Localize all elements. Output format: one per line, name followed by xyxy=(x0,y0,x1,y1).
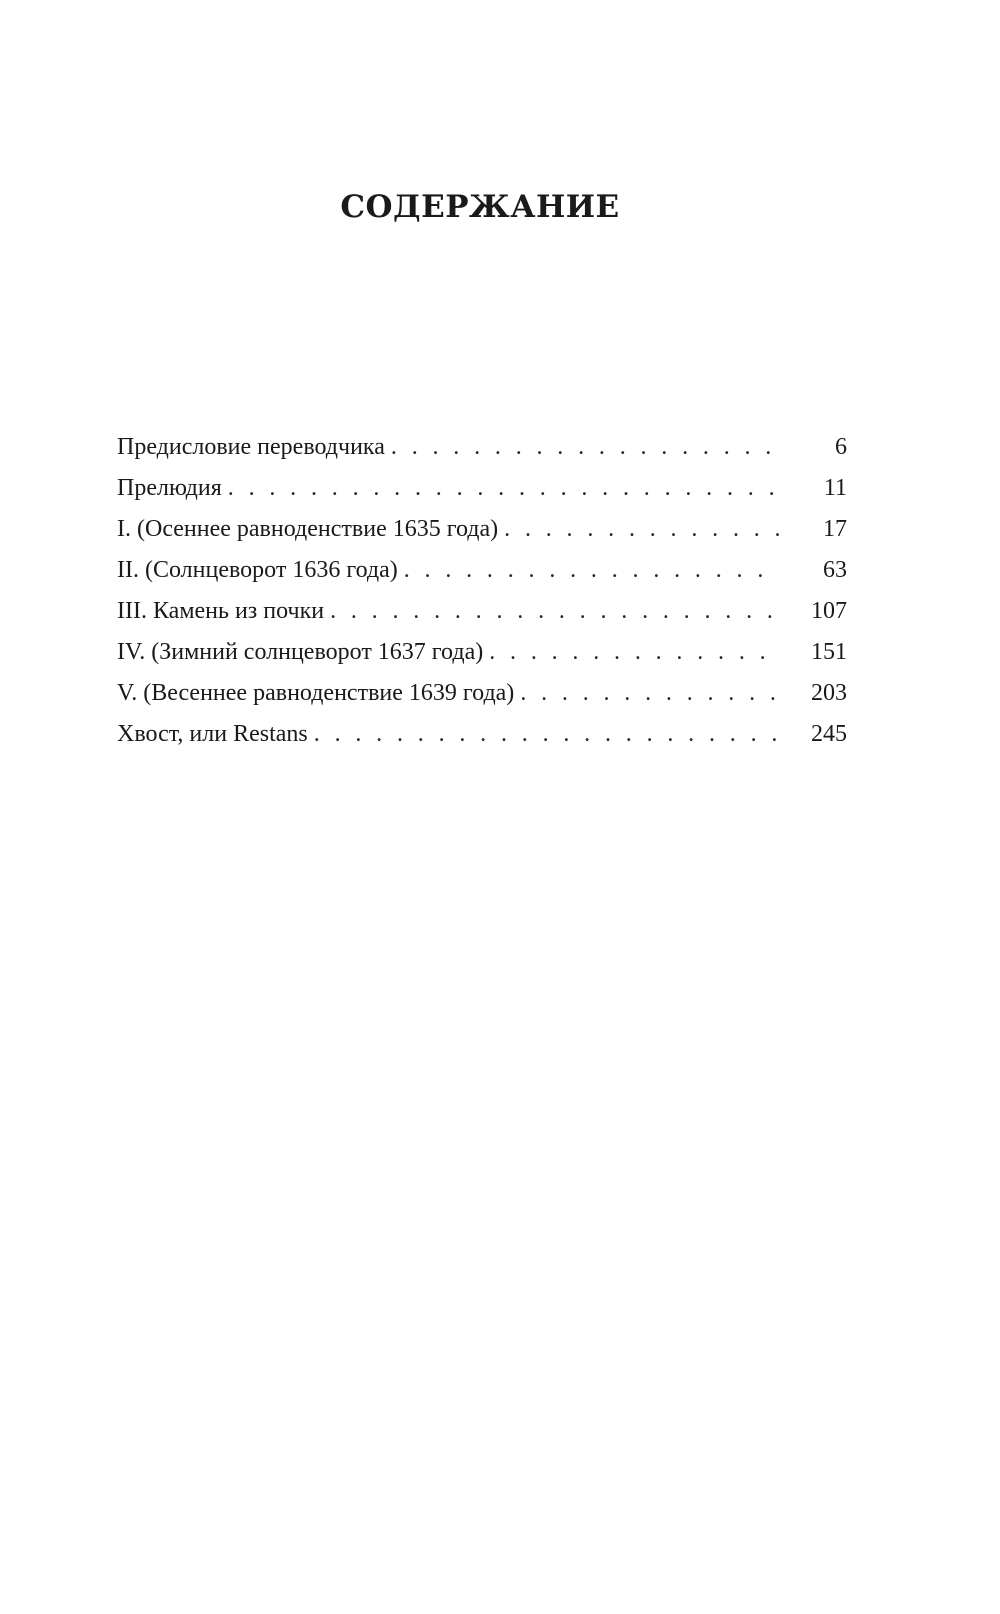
dot-leader xyxy=(404,557,779,584)
toc-entry-title: I. (Осеннее равноденствие 1635 года) xyxy=(117,516,499,542)
dot-leader xyxy=(330,598,779,625)
toc-entry xyxy=(117,721,847,762)
toc-entry xyxy=(117,639,847,680)
toc-entry-page: 11 xyxy=(823,475,847,501)
toc-entry xyxy=(117,434,847,475)
dot-leader xyxy=(489,639,779,666)
dot-leader xyxy=(228,475,779,502)
toc-entry-page: 107 xyxy=(811,598,847,624)
toc-entry-title: V. (Весеннее равноденствие 1639 года) xyxy=(117,680,515,706)
page-title: СОДЕРЖАНИЕ xyxy=(340,189,620,225)
toc-entry-page: 63 xyxy=(823,557,847,583)
dot-leader xyxy=(391,434,779,461)
toc-entry-title: IV. (Зимний солнцеворот 1637 года) xyxy=(117,639,484,665)
toc-entry-title: Хвост, или Restans xyxy=(117,721,308,747)
toc-entry xyxy=(117,475,847,516)
toc-entry-page: 6 xyxy=(835,434,847,460)
toc-entry-title: Прелюдия xyxy=(117,475,222,501)
toc-entry-page: 245 xyxy=(811,721,847,747)
toc-entry xyxy=(117,516,847,557)
toc-entry-title: II. (Солнцеворот 1636 года) xyxy=(117,557,398,583)
toc-entry-page: 151 xyxy=(811,639,847,665)
table-of-contents xyxy=(117,434,847,762)
toc-entry-page: 17 xyxy=(823,516,847,542)
toc-entry xyxy=(117,680,847,721)
dot-leader xyxy=(520,680,779,707)
dot-leader xyxy=(314,721,779,748)
toc-entry-title: III. Камень из почки xyxy=(117,598,325,624)
toc-entry xyxy=(117,557,847,598)
toc-entry-page: 203 xyxy=(811,680,847,706)
toc-entry xyxy=(117,598,847,639)
toc-entry-title: Предисловие переводчика xyxy=(117,434,385,460)
dot-leader xyxy=(504,516,779,543)
